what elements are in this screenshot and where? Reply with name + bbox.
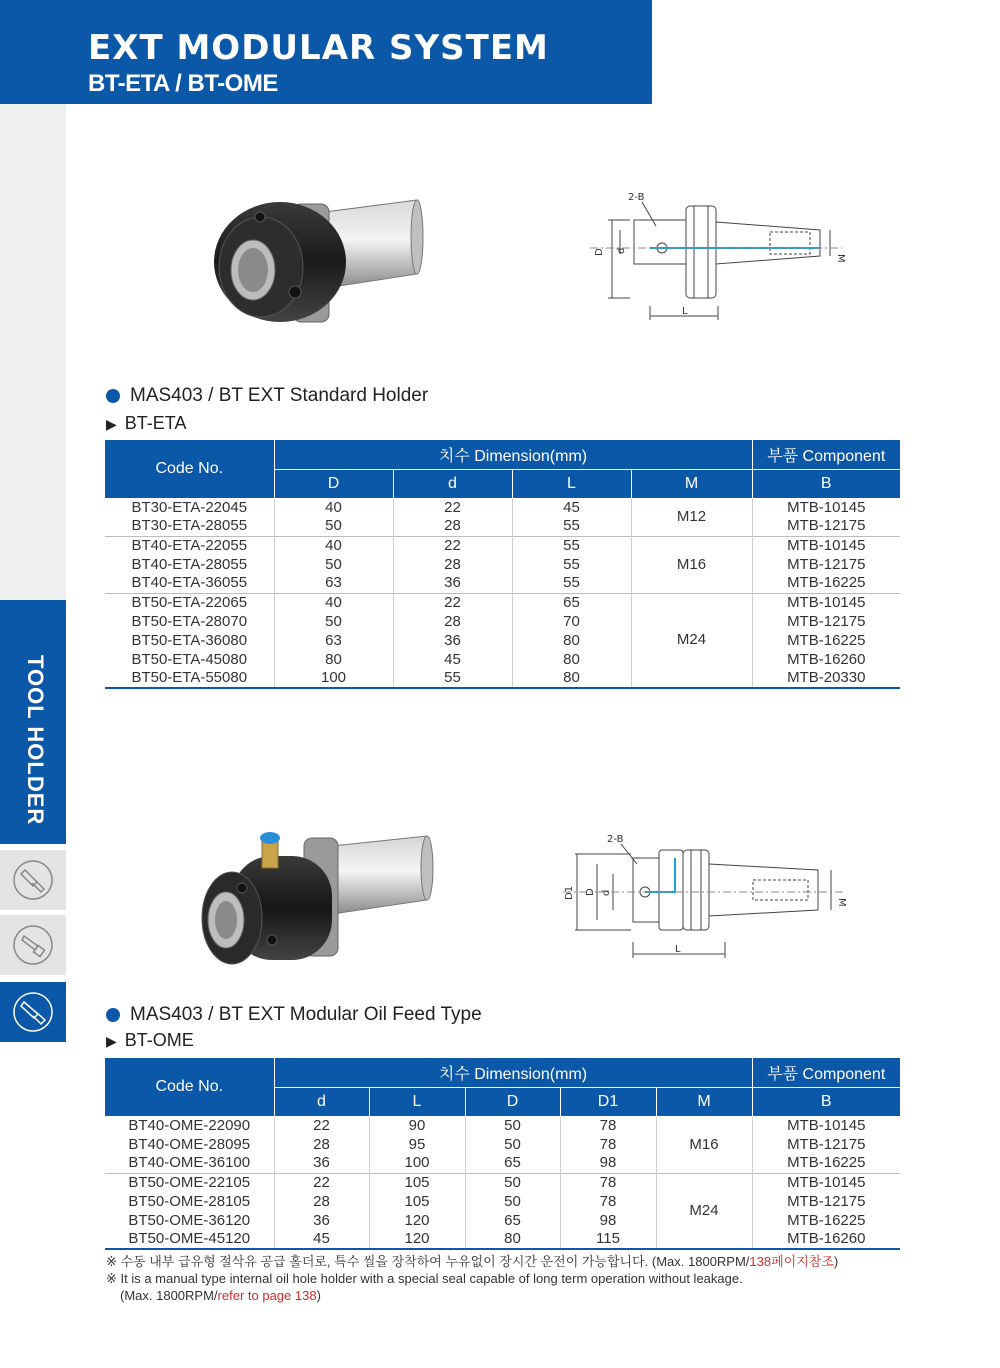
dim-label-D: D	[585, 888, 596, 896]
cell-d: 45	[393, 650, 512, 669]
cell-D: 50	[274, 517, 393, 536]
cell-B: MTB-16225	[787, 1154, 866, 1172]
table-row	[105, 555, 900, 574]
cell-code: BT50-OME-22105	[105, 1173, 274, 1192]
cell-D: 80	[465, 1230, 560, 1249]
cell-d: 28	[393, 517, 512, 536]
bt-ome-spec-table	[105, 1058, 900, 1250]
cell-D: 50	[465, 1192, 560, 1211]
cell-code: BT40-ETA-28055	[105, 555, 274, 574]
dim-label-2b: 2-B	[628, 192, 645, 203]
cell-D1: 115	[560, 1230, 656, 1249]
cell-D1: 98	[560, 1154, 656, 1173]
tool-holder-icon	[11, 923, 55, 967]
cell-L: 120	[369, 1230, 465, 1249]
col-header-M: M	[631, 469, 752, 498]
cell-B: MTB-10145	[752, 536, 900, 555]
bt-eta-product-photo	[205, 182, 435, 332]
cell-code: BT30-ETA-22045	[105, 498, 274, 517]
note-english-line2	[120, 1287, 321, 1304]
cell-code: BT40-OME-22090	[105, 1116, 274, 1135]
cell-B: MTB-10145	[787, 1116, 866, 1134]
cell-code: BT50-ETA-22065	[105, 593, 274, 612]
cell-B: MTB-16260	[752, 1230, 900, 1249]
sidebar-label: TOOL HOLDER	[23, 655, 48, 826]
page-reference-link[interactable]: refer to page 138	[217, 1288, 317, 1303]
sidebar-tab-1[interactable]	[0, 848, 66, 910]
cell-D1: 78	[560, 1116, 656, 1135]
table-row	[105, 1211, 900, 1230]
cell-D: 63	[274, 574, 393, 593]
cell-M: M16	[656, 1116, 752, 1173]
cell-d: 36	[274, 1211, 369, 1230]
cell-D: 40	[274, 536, 393, 555]
cell-code: BT50-OME-28105	[105, 1192, 274, 1211]
bt-eta-technical-drawing	[590, 186, 850, 326]
cell-d: 22	[393, 498, 512, 517]
cell-B: MTB-12175	[787, 555, 866, 573]
col-header-D1: D1	[560, 1087, 656, 1116]
table-row	[105, 669, 900, 688]
cell-B: MTB-20330	[752, 669, 900, 688]
cell-d: 22	[274, 1173, 369, 1192]
cell-d: 55	[393, 669, 512, 688]
page-reference-link[interactable]: 138페이지참조	[749, 1254, 834, 1269]
cell-M: M24	[656, 1173, 752, 1249]
col-header-d: d	[393, 469, 512, 498]
cell-d: 28	[274, 1135, 369, 1154]
cell-d: 28	[274, 1192, 369, 1211]
cell-M: M16	[631, 536, 752, 593]
page-subtitle: BT-ETA / BT-OME	[88, 70, 278, 97]
cell-B: MTB-12175	[787, 612, 866, 630]
cell-D: 63	[274, 631, 393, 650]
cell-B: MTB-16225	[787, 574, 866, 592]
cell-D1: 78	[560, 1173, 656, 1192]
dim-label-L: L	[675, 944, 681, 955]
cell-D: 40	[274, 593, 393, 612]
table-row	[105, 1230, 900, 1249]
table-row	[105, 1135, 900, 1154]
note-korean	[106, 1253, 838, 1270]
cell-d: 22	[393, 593, 512, 612]
section-title-text: MAS403 / BT EXT Standard Holder	[130, 385, 429, 406]
cell-B: MTB-10145	[787, 498, 866, 516]
bt-ome-product-photo	[192, 828, 437, 978]
cell-B: MTB-16225	[787, 631, 866, 649]
cell-code: BT50-ETA-36080	[105, 631, 274, 650]
cell-d: 28	[393, 555, 512, 574]
cell-B: MTB-12175	[787, 1192, 866, 1210]
cell-D: 50	[465, 1173, 560, 1192]
page-title: EXT MODULAR SYSTEM	[88, 28, 549, 68]
cell-B: MTB-10145	[752, 1173, 900, 1192]
dim-label-M: M	[835, 254, 846, 263]
cell-L: 80	[512, 650, 631, 669]
cell-d: 36	[393, 631, 512, 650]
subtitle-text: BT-ETA	[124, 413, 187, 433]
sidebar-tab-3[interactable]	[0, 980, 66, 1042]
cell-L: 55	[512, 536, 631, 555]
table-row	[105, 498, 900, 517]
table-row	[105, 1173, 900, 1192]
note-english-line1: ※ It is a manual type internal oil hole holder with a special seal capable of long term operation without leakage.	[106, 1271, 743, 1286]
bullet-dot-icon	[106, 1008, 120, 1022]
cell-D: 65	[465, 1211, 560, 1230]
dimension-header: 치수 Dimension(mm)	[274, 1058, 752, 1087]
cell-L: 80	[512, 631, 631, 650]
cell-B: MTB-16260	[787, 650, 866, 668]
subtitle-text: BT-OME	[124, 1030, 194, 1050]
dim-label-M: M	[836, 898, 847, 907]
cell-L: 90	[369, 1116, 465, 1135]
cell-code: BT40-OME-28095	[105, 1135, 274, 1154]
cell-L: 105	[369, 1192, 465, 1211]
cell-D: 50	[465, 1116, 560, 1135]
col-header-B: B	[752, 469, 900, 498]
cell-d: 22	[393, 536, 512, 555]
dimension-header: 치수 Dimension(mm)	[274, 440, 752, 469]
table-row	[105, 631, 900, 650]
cell-M: M24	[631, 593, 752, 688]
cell-L: 120	[369, 1211, 465, 1230]
cell-code: BT50-ETA-45080	[105, 650, 274, 669]
cell-L: 100	[369, 1154, 465, 1173]
table-row	[105, 517, 900, 536]
code-header: Code No.	[105, 440, 274, 498]
cell-L: 70	[512, 612, 631, 631]
cell-d: 22	[274, 1116, 369, 1135]
cell-L: 65	[512, 593, 631, 612]
section-subtitle-bt-eta	[106, 413, 186, 434]
cell-D: 40	[274, 498, 393, 517]
dim-label-d: d	[616, 247, 627, 254]
section-title-text: MAS403 / BT EXT Modular Oil Feed Type	[130, 1004, 482, 1025]
cell-B: MTB-10145	[752, 593, 900, 612]
cell-D: 50	[274, 612, 393, 631]
table-row	[105, 650, 900, 669]
header-spacer	[652, 0, 1000, 104]
col-header-D: D	[274, 469, 393, 498]
cell-D1: 78	[560, 1135, 656, 1154]
bt-ome-technical-drawing	[563, 830, 853, 964]
cell-code: BT40-ETA-22055	[105, 536, 274, 555]
table-row	[105, 1154, 900, 1173]
cell-code: BT40-ETA-36055	[105, 574, 274, 593]
cell-L: 55	[512, 574, 631, 593]
cell-D: 80	[274, 650, 393, 669]
col-header-L: L	[512, 469, 631, 498]
table-row	[105, 593, 900, 612]
dim-label-D1: D1	[564, 885, 575, 900]
cell-D: 65	[465, 1154, 560, 1173]
cell-code: BT50-OME-36120	[105, 1211, 274, 1230]
col-header-d: d	[274, 1087, 369, 1116]
note-text: )	[833, 1254, 839, 1269]
col-header-L: L	[369, 1087, 465, 1116]
col-header-M: M	[656, 1087, 752, 1116]
table-row	[105, 612, 900, 631]
cell-D: 50	[274, 555, 393, 574]
cell-B: MTB-12175	[787, 1135, 866, 1153]
cell-d: 36	[393, 574, 512, 593]
cell-code: BT40-OME-36100	[105, 1154, 274, 1173]
cell-L: 45	[512, 498, 631, 517]
table-row	[105, 536, 900, 555]
cell-L: 55	[512, 517, 631, 536]
note-text: (Max. 1800RPM/	[120, 1288, 218, 1303]
cell-L: 95	[369, 1135, 465, 1154]
col-header-D: D	[465, 1087, 560, 1116]
table-row	[105, 1192, 900, 1211]
bullet-dot-icon	[106, 389, 120, 403]
section-title-oil-feed	[106, 1004, 482, 1026]
tool-holder-icon	[11, 858, 55, 902]
section-title-standard-holder	[106, 385, 428, 407]
cell-code: BT50-ETA-55080	[105, 669, 274, 688]
dim-label-2b: 2-B	[607, 834, 624, 845]
tool-holder-icon	[11, 990, 55, 1034]
cell-L: 55	[512, 555, 631, 574]
note-text: )	[316, 1288, 321, 1303]
cell-d: 28	[393, 612, 512, 631]
table-row	[105, 1116, 900, 1135]
cell-code: BT50-ETA-28070	[105, 612, 274, 631]
bt-eta-spec-table	[105, 440, 900, 689]
dim-label-L: L	[682, 306, 688, 317]
cell-L: 105	[369, 1173, 465, 1192]
dim-label-d: d	[601, 889, 612, 896]
cell-B: MTB-12175	[787, 517, 866, 535]
cell-code: BT50-OME-45120	[105, 1230, 274, 1249]
section-subtitle-bt-ome	[106, 1030, 194, 1051]
cell-L: 80	[512, 669, 631, 688]
cell-D1: 98	[560, 1211, 656, 1230]
cell-D: 50	[465, 1135, 560, 1154]
code-header: Code No.	[105, 1058, 274, 1116]
cell-D: 100	[274, 669, 393, 688]
cell-code: BT30-ETA-28055	[105, 517, 274, 536]
component-header: 부품 Component	[752, 440, 900, 469]
cell-d: 45	[274, 1230, 369, 1249]
cell-D1: 78	[560, 1192, 656, 1211]
table-row	[105, 574, 900, 593]
cell-B: MTB-16225	[787, 1211, 866, 1229]
cell-M: M12	[631, 498, 752, 536]
col-header-B: B	[752, 1087, 900, 1116]
cell-d: 36	[274, 1154, 369, 1173]
note-text: ※ 수동 내부 급유형 절삭유 공급 홀더로, 특수 씰을 장착하여 누유없이 장시간 운전이 가능합니다. (Max. 1800RPM/	[106, 1254, 750, 1269]
triangle-right-icon: ▶	[106, 416, 117, 432]
sidebar-tab-2[interactable]	[0, 913, 66, 975]
triangle-right-icon: ▶	[106, 1033, 117, 1049]
dim-label-D: D	[594, 248, 605, 256]
component-header: 부품 Component	[752, 1058, 900, 1087]
